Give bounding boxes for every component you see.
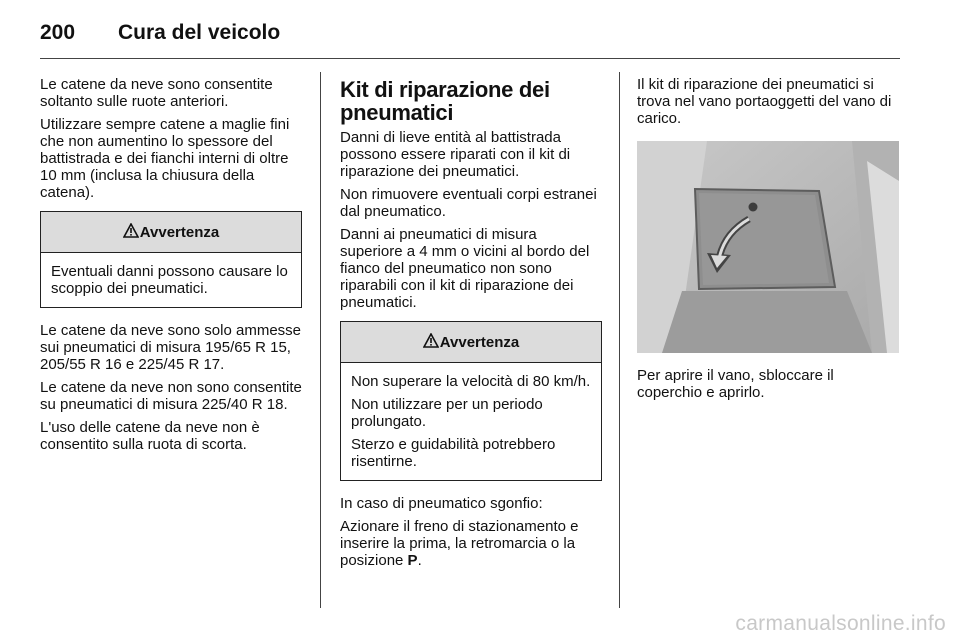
- warning-box: [40, 211, 302, 308]
- paragraph: Danni di lieve entità al battistrada possono essere riparati con il kit di riparazione dei pneumatici.: [340, 129, 571, 180]
- column-2: [340, 76, 602, 575]
- section-title: Cura del veicolo: [118, 21, 281, 44]
- page-header: [40, 18, 280, 48]
- paragraph-end: .: [417, 552, 422, 569]
- watermark: carmanualsonline.info: [735, 612, 946, 635]
- warning-header: [41, 212, 301, 253]
- paragraph: Utilizzare sempre catene a maglie fini che non aumentino lo spessore del battistrada e dei fianchi interni di oltre 10 mm (inclusa la chiusura della catena).: [40, 116, 290, 201]
- paragraph: L'uso delle catene da neve non è consentito sulla ruota di scorta.: [40, 419, 260, 453]
- column-divider-right: [619, 72, 620, 608]
- warning-item: Non utilizzare per un periodo prolungato.: [351, 396, 543, 430]
- warning-item: Sterzo e guidabilità potrebbero risentirne.: [351, 436, 556, 470]
- warning-title: Avvertenza: [139, 223, 220, 241]
- paragraph-text: Azionare il freno di stazionamento e inserire la prima, la retromarcia o la posizione: [340, 518, 579, 569]
- section-heading: Kit di riparazione dei pneumatici: [340, 77, 550, 125]
- gear-position-p: P: [407, 552, 418, 569]
- warning-title: Avvertenza: [439, 333, 520, 351]
- paragraph: Le catene da neve non sono consentite su pneumatici di misura 225/40 R 18.: [40, 379, 302, 413]
- paragraph: Le catene da neve sono solo ammesse sui pneumatici di misura 195/65 R 15, 205/55 R 16 e 225/45 R 17.: [40, 322, 301, 373]
- warning-item: Non superare la velocità di 80 km/h.: [351, 373, 591, 390]
- page-number: 200: [40, 21, 76, 44]
- paragraph: Per aprire il vano, sbloccare il coperchio e aprirlo.: [637, 367, 834, 401]
- warning-header: [341, 322, 601, 363]
- paragraph: Il kit di riparazione dei pneumatici si trova nel vano portaoggetti del vano di carico.: [637, 76, 892, 127]
- column-1: [40, 76, 302, 459]
- header-rule: [40, 58, 900, 59]
- warning-triangle-icon: [123, 223, 139, 242]
- warning-text: Eventuali danni possono causare lo scoppio dei pneumatici.: [51, 263, 288, 297]
- paragraph: [340, 518, 602, 569]
- warning-triangle-icon: [423, 333, 439, 352]
- cargo-compartment-illustration: [637, 141, 899, 353]
- warning-box: [340, 321, 602, 481]
- paragraph: Danni ai pneumatici di misura superiore a 4 mm o vicini al bordo del fianco del pneumatico non sono riparabili con il kit di riparazione dei pneumatici.: [340, 226, 590, 311]
- paragraph: Non rimuovere eventuali corpi estranei dal pneumatico.: [340, 186, 597, 220]
- column-3: [637, 76, 899, 407]
- column-divider-left: [320, 72, 321, 608]
- paragraph: In caso di pneumatico sgonfio:: [340, 495, 543, 512]
- paragraph: Le catene da neve sono consentite soltanto sulle ruote anteriori.: [40, 76, 273, 110]
